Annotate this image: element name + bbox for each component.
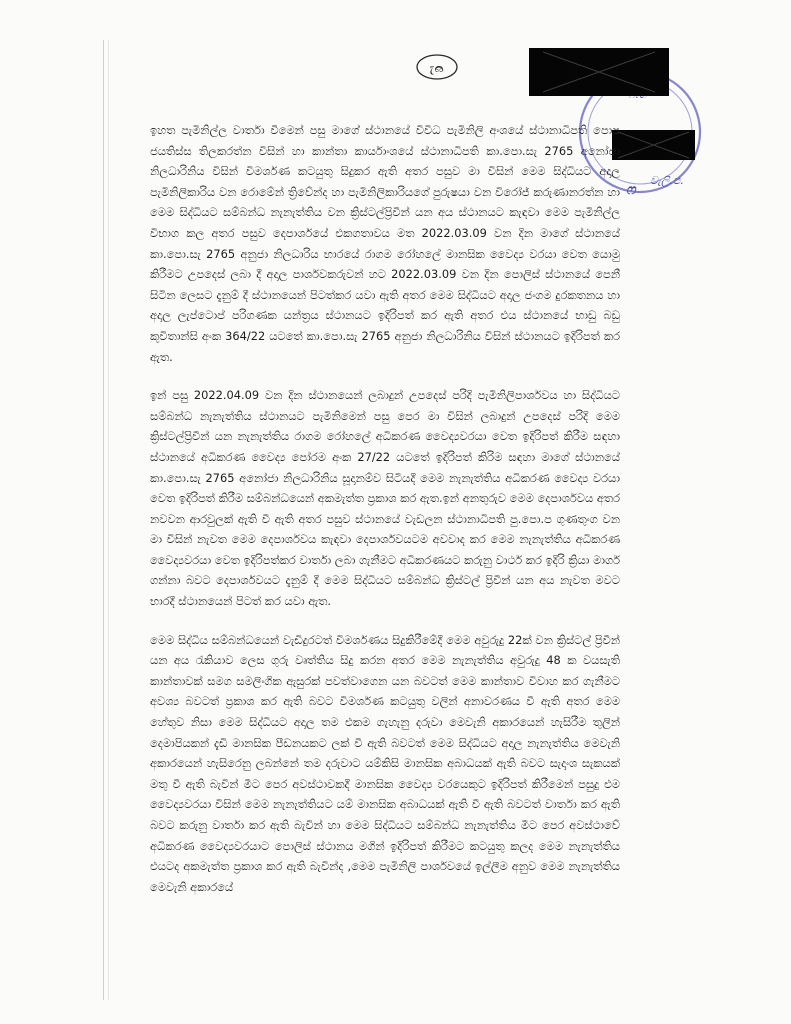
redaction-cross-icon	[612, 130, 695, 160]
redaction-box-signature	[612, 130, 695, 160]
stamp-text-mark: ෆ	[626, 182, 636, 198]
paragraph-3: මෙම සිද්ධිය සම්බන්ධයෙන් වැඩිදුරටත් විමර්ශණය සිදුකිරීමේදී මෙම අවුරුදු 22ක් වන ක්‍රිස්ටල් ප්‍රිවීන් යන අය රැකියාව ලෙස ගුරු වෘත්තිය සිදු කරන අතර මෙම නැනැත්තිය අවුරුදු 48 ක වයසැති කාන්තාවක් සමග සමලිංගික ඇසුරක් පවත්වාගෙන යන බවටත් මෙම කාන්තාව විවාහ කර ගැනීමට අවශ්‍ය බවටත් ප්‍රකාශ කර ඇති බවට විමර්ශණ කටයුතු වලින් අනාවරණය වී ඇති අතර මෙම හේතුව නිසා මෙම සිද්ධියට අදාල තම එකම ගැහැනු දරුවා මෙවැනි අකාරයෙන් හැසිරීම තුලින් දෙමාපියකන් දැඩි මානසික පීඩනයකට ලක් වී ඇති බවටත් මෙම සිද්ධියට අදාල නැනැත්තිය මෙවැනි අකාරයෙන් හැසිරෙනු ලබන්නේ තම දරුවාට යම්කිසි මානසික අබාධයක් ඇති බවට සැදාංශ සැකයක් මතු වී ඇති බැවින් මීට පෙර අවස්ථාවකදී මානසික වෛද්‍ය වරයෙකුට ඉදිරිපත් කිරීමෙන් පසුදු එම වෛද්‍යවරයා විසින් මෙම නැනැත්තියට යම් මානසික අබාධයක් ඇති වී ඇති බවටත් වාර්තා කර ඇති බවට කරුනු වාර්තා කර ඇති බැවින් හා මෙම සිද්ධියට සම්බන්ධ නැනැත්තිය මීට පෙර අවස්ථාවේ අධිකරණ වෛද්‍යවරයාට පොලිස් ස්ථානය මගින් ඉදිරිපත් කිරීමට කටයුතු කලද මෙම නැනැත්තිය එයටද අකමැත්ත ප්‍රකාශ කර ඇති බැවින්ද ,මෙම පැමිනිලි පාර්ශවයේ ඉල්ලීම අනුව මෙම නැනැත්තිය මෙවැනි අකාරයේ	[150, 632, 620, 894]
page-number-text: ෭෬	[429, 58, 445, 76]
stamp-text-bottom: වැලි.ප.	[650, 174, 684, 187]
margin-line	[103, 40, 104, 1000]
paragraph-1: ඉහත පැමිනිල්ල වාර්තා වීමෙන් පසු මාගේ ස්ථානයේ විවිධ පැමිනිලි අංශයේ ස්ථානාධිපති පොප ජයතිස්ස තිලකරත්න විසින් හා කාන්තා කාර්යාංශයේ ස්ථානාධිපති කා.පො.සැ 2765 අනෝජා නිලධාරිනිය විසින් විමර්ශණ කටයුතු සිදුකර ඇති අතර පසුව මා විසින් මෙම සිද්ධියට අදාල පැමිනිලිකාරිය වන රොමේන් ත්‍රිවේන්ද හා පැමිනිලිකාරියගේ පුරුෂයා වන විරෝජ් කරුණානරත්න හා මෙම සිද්ධියට සම්බන්ධ නැනැත්තිය වන ක්‍රිස්ටල්ප්‍රිවීන් යන අය ස්ථානයට කැඳවා මෙම පැමිනිල්ල විභාග කල අතර පසුව දෙපාර්ශයේ එකගතාවය මත 2022.03.09 වන දින මාගේ ස්ථානයේ කා.පො.සැ 2765 අනුජා නිලධාරිය භාරයේ රාගම රෝහලේ මානසික වෛද්‍ය වරයා වෙත යොමු කිරීමට උපදෙස් ලබා දී අදාල පාර්ශවකරුවන් හට 2022.03.09 වන දින පොලිස් ස්ථානයේ පෙනී සිටින ලෙසට දැනුම් දී ස්ථානයෙන් පිටත්කර යවා ඇති අතර මෙම සිද්ධියට අදාල ජංගම දුරකතනය හා අදාල ලැප්ටොප් පරිගණක යන්ත්‍රය ස්ථානයට ඉදිරිපත් කර ඇති අතර එය ස්ථානයේ භාඩු බඩු කුවිතාන්සි අංක 364/22 යටතේ කා.පො.සැ 2765 අනුජා නිලධාරිනිය විසින් ස්ථානයට ඉදිරිපත් කර ඇත.	[150, 123, 620, 364]
page-number	[415, 52, 459, 82]
redaction-cross-icon	[529, 48, 669, 96]
redaction-box-top	[529, 48, 669, 96]
margin-line-faint	[108, 40, 109, 1000]
paragraph-2: ඉන් පසු 2022.04.09 වන දින ස්ථානයෙන් ලබාදුන් උපදෙස් පරිදි පැමිනිලිපාර්ශවය හා සිද්ධියට සම්බන්ධ නැනැත්තිය ස්ථානයට පැමිනිමෙන් පසු පෙර මා විසින් ලබාදුන් උපදෙස් පරිදි මෙම ක්‍රිස්ටල්ප්‍රිවීන් යන නැනැත්තිය රාගම රෝහලේ අධිකරණ වෛද්‍යවරයා වෙත ඉදිරිපත් කිරීම සඳහා ස්ථානයේ අධිකරණ වෛද්‍ය පෝරම අංක 27/22 යටතේ ඉදිරිපත් කිරිම සඳහා මාගේ ස්ථානයේ කා.පො.සැ 2765 අනෝජා නිලධාරිනිය සූදානම්ව සිටියදී මෙම නැනැත්තිය අධිකරණ වෛද්‍ය වරයා වෙත ඉදිරිපත් කිරීම සම්බන්ධයෙන් අකමැත්ත ප්‍රකාශ කර ඇත.ඉන් අනතුරුව මෙම දෙපාර්ශවය අතර නවවන ආරවුලක් ඇති වී ඇති අතර පසුව ස්ථානයේ වැඩලන ස්ථානාධිපති පු.පො.ප ගුණතුංග වන මා විසින් නැවත මෙම දෙපාර්ශවය කැඳවා දෙපාර්ශවයටම අවවාද කර මෙම නැනැත්තිය අධිකරණ වෛද්‍යවරයා වෙත ඉදිරිපත්කර වාර්තා ලබා ගැනීමට අධිකරණයට කරුනු වාර්ථ කර ඉදිරි ක්‍රියා මාර්ග ගන්නා බවට දෙපාර්ශවයට දැනුම් දී මෙම සිද්ධියට සම්බන්ධ ක්‍රිස්ටල් ප්‍රිවීන් යන අය නැවත මවට භාරදී ස්ථානයෙන් පිටත් කර යවා ඇත.	[150, 388, 620, 609]
document-body	[150, 120, 620, 915]
